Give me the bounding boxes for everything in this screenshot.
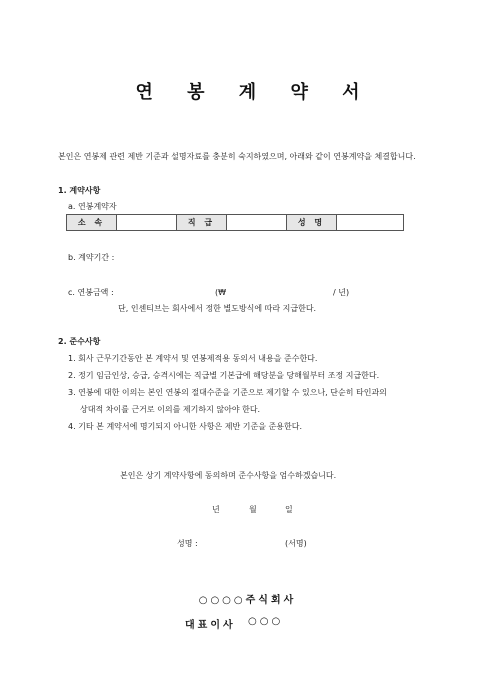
incentive-note: 단, 인센티브는 회사에서 정한 별도방식에 따라 지급한다. [118,304,317,313]
signature-label: 성명 : [177,539,198,548]
rule-item-2: 2. 정기 임금인상, 승급, 승격시에는 직급별 기본급에 해당분을 당해월부터 조정 지급한다. [68,371,380,380]
intro-text: 본인은 연봉제 관련 제반 기준과 설명자료를 충분히 숙지하였으며, 아래와 같이 연봉계약을 체결합니다. [58,152,416,161]
salary-label: c. 연봉금액 : [68,288,114,297]
signature-mark: (서명) [285,539,307,548]
position-field[interactable] [227,215,287,231]
contract-period-label: b. 계약기간 : [68,253,115,262]
department-field[interactable] [117,215,177,231]
section1-heading: 1. 계약사항 [58,186,101,195]
rule-item-3: 3. 연봉에 대한 이의는 본인 연봉의 절대수준을 기준으로 제기할 수 있으나, 단순히 타인과의 [68,388,387,397]
agreement-text: 본인은 상기 계약사항에 동의하며 준수사항을 엄수하겠습니다. [120,471,337,480]
date-month: 월 [249,505,257,514]
ceo-name: ○○○ [248,616,284,627]
contractor-table [66,214,404,231]
document-title: 연 봉 계 약 서 [135,82,374,103]
name-header: 성 명 [287,215,337,231]
department-header: 소 속 [67,215,117,231]
rule-item-3-cont: 상대적 차이를 근거로 이의를 제기하지 않아야 한다. [80,405,261,414]
rule-item-1: 1. 회사 근무기간동안 본 계약서 및 연봉제적용 동의서 내용을 준수한다. [68,354,318,363]
rule-item-4: 4. 기타 본 계약서에 명기되지 아니한 사항은 제반 기준을 준용한다. [68,422,302,431]
salary-unit: / 년) [333,288,350,297]
date-year: 년 [212,505,220,514]
name-field[interactable] [337,215,404,231]
date-day: 일 [285,505,293,514]
company-name: ○○○○주식회사 [198,595,297,606]
section2-heading: 2. 준수사항 [58,337,101,346]
ceo-label: 대표이사 [185,620,236,631]
position-header: 직 급 [177,215,227,231]
salary-currency: (₩ [215,288,227,297]
contractor-label: a. 연봉계약자 [68,202,117,211]
